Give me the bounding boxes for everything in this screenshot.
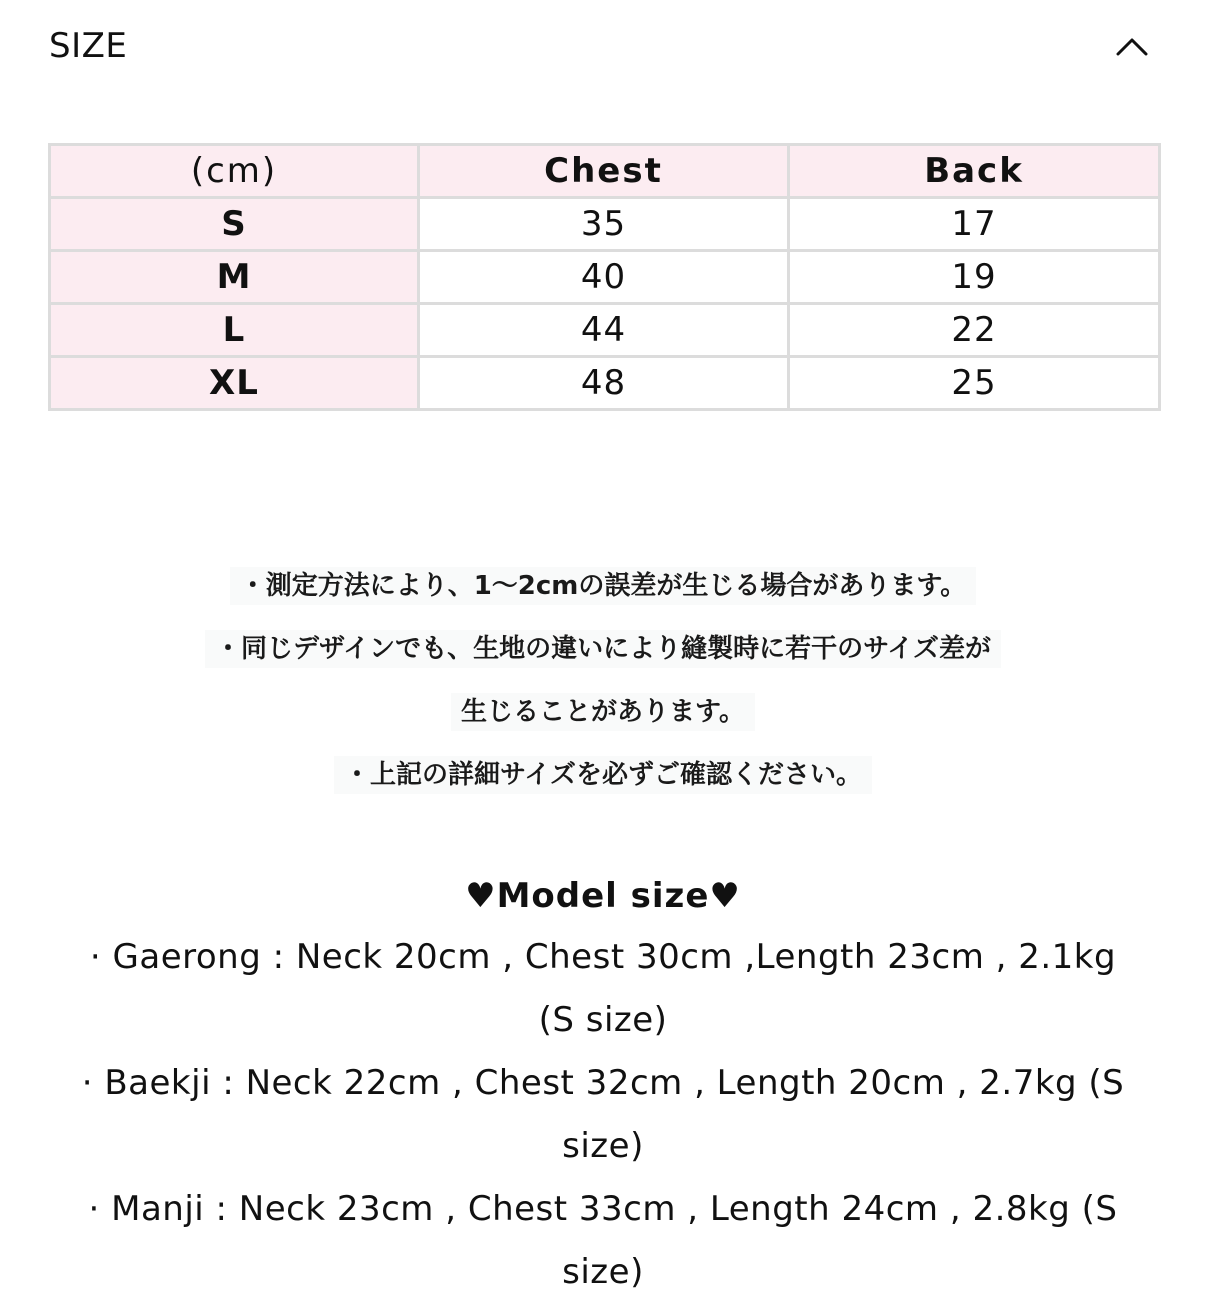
chest-value: 44 [419, 304, 789, 357]
back-value: 22 [789, 304, 1160, 357]
unit-header: (cm) [50, 145, 419, 198]
size-label: M [50, 251, 419, 304]
model-size-line: · Gaerong : Neck 20cm , Chest 30cm ,Length 23cm , 2.1kg (S size) [89, 937, 1117, 1040]
table-header-row [50, 145, 1160, 198]
back-value: 25 [789, 357, 1160, 410]
chest-value: 40 [419, 251, 789, 304]
chevron-up-icon[interactable] [1108, 22, 1156, 70]
back-value: 17 [789, 198, 1160, 251]
model-size-title: ♥Model size♥ [465, 876, 741, 916]
table-row [50, 304, 1160, 357]
note-line [0, 744, 1206, 807]
size-label: XL [50, 357, 419, 410]
table-row [50, 198, 1160, 251]
size-section-header[interactable] [0, 0, 1206, 95]
note-line [0, 681, 1206, 744]
model-size-section [0, 866, 1206, 1304]
note-text: ・上記の詳細サイズを必ずご確認ください。 [334, 756, 872, 794]
note-text: ・測定方法により、1〜2cmの誤差が生じる場合があります。 [230, 567, 977, 605]
note-text: 生じることがあります。 [451, 693, 755, 731]
chest-value: 35 [419, 198, 789, 251]
back-header: Back [789, 145, 1160, 198]
model-size-line: · Baekji : Neck 22cm , Chest 32cm , Length 20cm , 2.7kg (S size) [81, 1063, 1125, 1166]
size-label: S [50, 198, 419, 251]
chest-value: 48 [419, 357, 789, 410]
size-label: L [50, 304, 419, 357]
back-value: 19 [789, 251, 1160, 304]
note-line [0, 618, 1206, 681]
note-text: ・同じデザインでも、生地の違いにより縫製時に若干のサイズ差が [205, 630, 1001, 668]
note-line [0, 555, 1206, 618]
model-size-line: · Manji : Neck 23cm , Chest 33cm , Length 24cm , 2.8kg (S size) [88, 1189, 1118, 1292]
size-table [48, 143, 1161, 411]
section-title: SIZE [49, 26, 128, 66]
chest-header: Chest [419, 145, 789, 198]
table-row [50, 251, 1160, 304]
table-row [50, 357, 1160, 410]
measurement-notes [0, 555, 1206, 807]
